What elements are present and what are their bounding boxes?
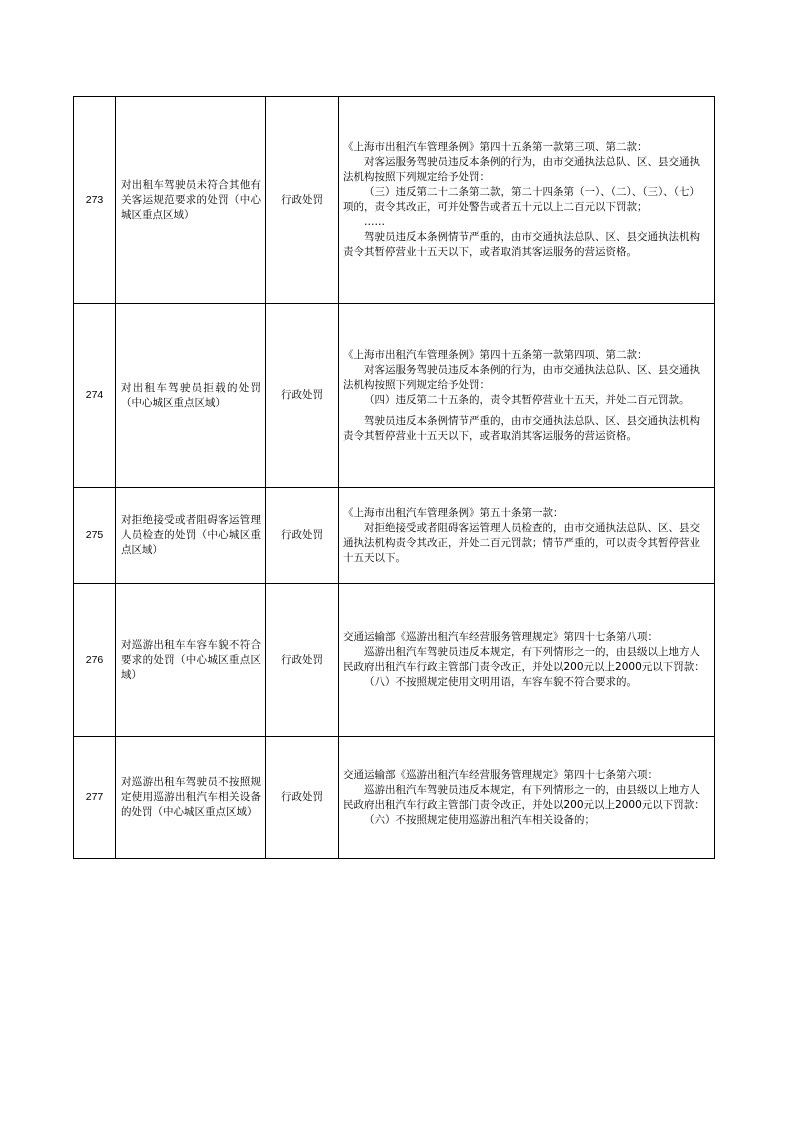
row-number: 277: [74, 737, 116, 859]
item-name: 对巡游出租车驾驶员不按照规定使用巡游出租汽车相关设备的处罚（中心城区重点区域）: [116, 737, 266, 859]
row-number: 273: [74, 97, 116, 304]
basis-line: 《上海市出租汽车管理条例》第五十条第一款：: [343, 506, 564, 519]
basis-line: 驾驶员违反本条例情节严重的，由市交通执法总队、区、县交通执法机构责令其暂停营业十五天以下，或者取消其客运服务的营运资格。: [343, 231, 700, 258]
basis-line: 《上海市出租汽车管理条例》第四十五条第一款第四项、第二款：: [343, 348, 648, 361]
table-row: [74, 584, 715, 737]
legal-basis: [339, 584, 715, 737]
basis-line: 驾驶员违反本条例情节严重的，由市交通执法总队、区、县交通执法机构责令其暂停营业十五天以下，或者取消其客运服务的营运资格。: [343, 414, 700, 442]
penalty-table: [73, 96, 715, 859]
item-category: 行政处罚: [266, 584, 339, 737]
basis-line: 巡游出租汽车驾驶员违反本规定，有下列情形之一的，由县级以上地方人民政府出租汽车行政主管部门责令改正，并处以200元以上2000元以下罚款：: [343, 646, 705, 673]
legal-basis: [339, 304, 715, 488]
row-number: 274: [74, 304, 116, 488]
basis-line: 巡游出租汽车驾驶员违反本规定，有下列情形之一的，由县级以上地方人民政府出租汽车行政主管部门责令改正，并处以200元以上2000元以下罚款：: [343, 783, 705, 811]
basis-line: （八）不按照规定使用文明用语，车容车貌不符合要求的。: [364, 676, 637, 688]
item-name: 对巡游出租车车容车貌不符合要求的处罚（中心城区重点区域）: [116, 584, 266, 737]
item-name: 对出租车驾驶员拒载的处罚（中心城区重点区域）: [116, 304, 266, 488]
basis-line: （六）不按照规定使用巡游出租汽车相关设备的；: [364, 813, 595, 826]
item-category: 行政处罚: [266, 304, 339, 488]
basis-line: 《上海市出租汽车管理条例》第四十五条第一款第三项、第二款：: [343, 141, 648, 153]
table-row: [74, 97, 715, 304]
basis-line: （三）违反第二十二条第二款，第二十四条第（一）、（二）、（三）、（七）项的，责令其改正，可并处警告或者五十元以上二百元以下罚款；: [343, 186, 700, 213]
legal-basis: [339, 737, 715, 859]
row-number: 275: [74, 488, 116, 584]
table-row: [74, 737, 715, 859]
basis-line: 对客运服务驾驶员违反本条例的行为，由市交通执法总队、区、县交通执法机构按照下列规定给予处罚：: [343, 156, 700, 183]
table-row: [74, 304, 715, 488]
item-category: 行政处罚: [266, 737, 339, 859]
row-number: 276: [74, 584, 116, 737]
basis-line: ……: [364, 216, 385, 228]
legal-basis: [339, 97, 715, 304]
basis-line: （四）违反第二十五条的，责令其暂停营业十五天，并处二百元罚款。: [364, 393, 690, 406]
item-name: 对拒绝接受或者阻碍客运管理人员检查的处罚（中心城区重点区域）: [116, 488, 266, 584]
item-category: 行政处罚: [266, 488, 339, 584]
basis-line: 交通运输部《巡游出租汽车经营服务管理规定》第四十七条第六项：: [343, 768, 658, 781]
basis-line: 对客运服务驾驶员违反本条例的行为，由市交通执法总队、区、县交通执法机构按照下列规定给予处罚：: [343, 363, 700, 391]
legal-basis: [339, 488, 715, 584]
basis-line: 交通运输部《巡游出租汽车经营服务管理规定》第四十七条第八项：: [343, 631, 658, 643]
basis-line: 对拒绝接受或者阻碍客运管理人员检查的，由市交通执法总队、区、县交通执法机构责令其改正，并处二百元罚款；情节严重的，可以责令其暂停营业十五天以下。: [343, 521, 700, 564]
item-category: 行政处罚: [266, 97, 339, 304]
table-row: [74, 488, 715, 584]
item-name: 对出租车驾驶员未符合其他有关客运规范要求的处罚（中心城区重点区域）: [116, 97, 266, 304]
